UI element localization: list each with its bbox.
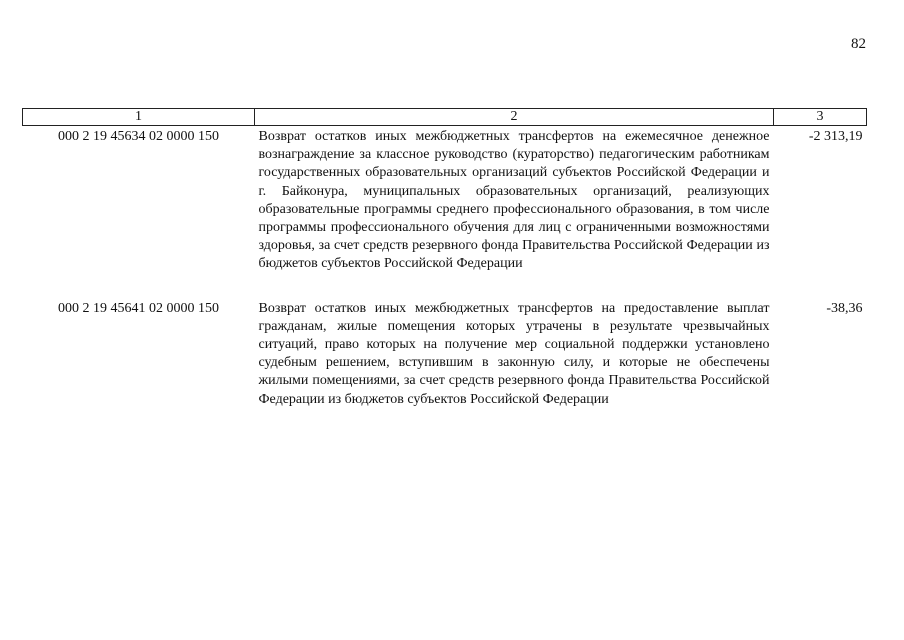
- budget-amount: -2 313,19: [808, 129, 863, 144]
- budget-code: 000 2 19 45634 02 0000 150: [58, 129, 219, 144]
- budget-amount: -38,36: [826, 300, 863, 316]
- budget-table: [22, 108, 867, 409]
- budget-code: 000 2 19 45641 02 0000 150: [58, 300, 219, 316]
- budget-description: Возврат остатков иных межбюджетных трансфертов на ежемесячное денежное вознаграждение за классное руководство (кураторство) педагогическим работникам государственных образовательных организаций субъектов Российской Федерации и г. Байконура, муниципальных образовательных организаций, реализующих образовательные программы среднего профессионального образования, в том числе программы профессионального обучения для лиц с ограниченными возможностями здоровья, за счет средств резервного фонда Правительства Российской Федерации из бюджетов субъектов Российской Федерации: [258, 129, 770, 272]
- table-header-row: [23, 109, 867, 126]
- column-header-3: 3: [774, 109, 867, 126]
- table-row: [23, 126, 867, 298]
- column-header-2: 2: [255, 109, 774, 126]
- page-number: 82: [851, 36, 866, 52]
- budget-description: Возврат остатков иных межбюджетных трансфертов на предоставление выплат гражданам, жилые помещения которых утрачены в результате чрезвычайных ситуаций, право которых на получение мер социальной поддержки установлено судебным решением, вступившим в законную силу, и которые не обеспечены жилыми помещениями, за счет средств резервного фонда Правительства Российской Федерации из бюджетов субъектов Российской Федерации: [258, 300, 770, 407]
- column-header-1: 1: [23, 109, 255, 126]
- table-row: [23, 298, 867, 409]
